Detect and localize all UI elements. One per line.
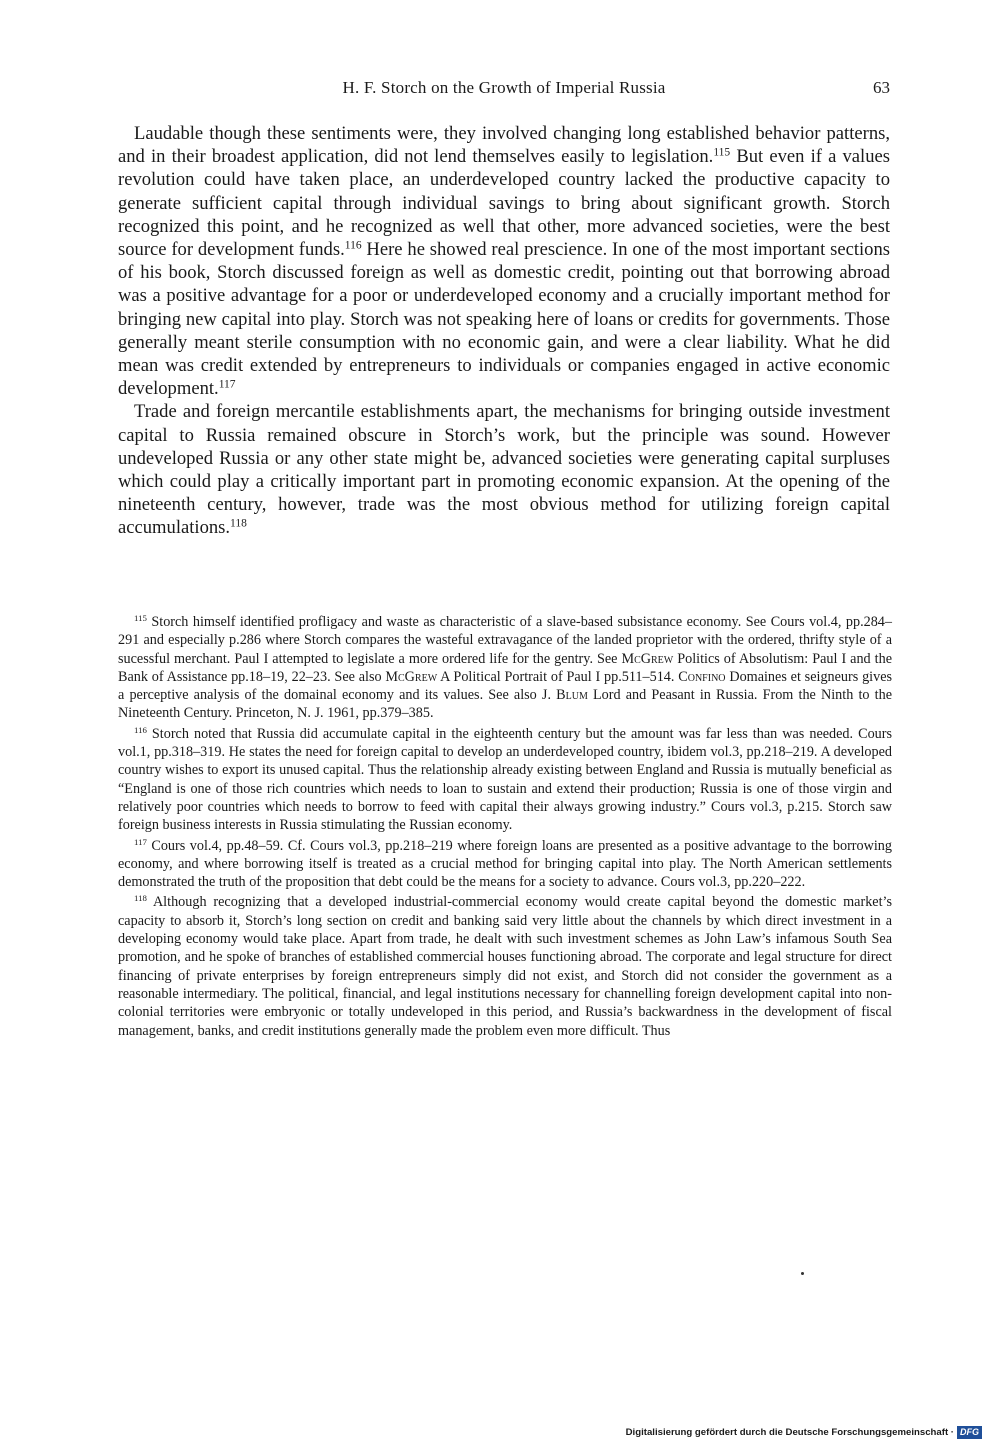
running-title: H. F. Storch on the Growth of Imperial Russia — [342, 78, 666, 97]
page-number: 63 — [873, 78, 890, 97]
footnote-reference: 115 — [713, 146, 731, 159]
paragraph-text: But even if a values revolution could have taken place, an underdeveloped country lacked the productive capacity to generate sufficient capital through individual savings to bring about significant growth. Storch recognized this point, and he recognized as well that other, more advanced societies, were the best source for development funds. — [118, 146, 890, 261]
dfg-logo: DFG — [957, 1426, 982, 1439]
footnote-reference: 116 — [344, 239, 362, 252]
credit-text: Digitalisierung gefördert durch die Deutsche Forschungsgemeinschaft · — [625, 1426, 954, 1438]
footnote-115 — [118, 613, 892, 723]
footnote-118 — [118, 893, 892, 1039]
paragraph-text: Trade and foreign mercantile establishments apart, the mechanisms for bringing outside investment capital to Russia remained obscure in Storch’s work, but the principle was sound. However undeveloped Russia or any other state might be, advanced societies were generating capital surpluses which could play a critically important part in promoting economic expansion. At the opening of the nineteenth century, however, trade was the most obvious method for utilizing foreign capital accumulations. — [118, 401, 890, 539]
footnote-text: Cours vol.4, pp.48–59. Cf. Cours vol.3, pp.218–219 where foreign loans are presented as a positive advantage to the borrowing economy, and where borrowing itself is treated as a crucial method for bringing capital into play. The North American settlements demonstrated the truth of the proposition that debt could be the means for a society to advance. Cours vol.3, pp.220–222. — [118, 837, 892, 891]
paragraph-text: Here he showed real prescience. In one of the most important sections of his book, Storch discussed foreign as well as domestic credit, pointing out that borrowing abroad was a positive advantage for a poor or underdeveloped economy and a crucially important method for bringing new capital into play. Storch was not speaking here of loans or credits for governments. Those generally meant sterile consumption with no economic gain, and were a clear liability. What he did mean was credit extended by entrepreneurs to individuals or companies engaged in active economic development. — [118, 239, 890, 400]
footnote-number: 117 — [134, 836, 147, 847]
author-name: Confino — [678, 668, 726, 685]
footnote-116 — [118, 725, 892, 835]
paragraph — [118, 400, 890, 539]
footnote-number: 115 — [134, 613, 147, 624]
author-name: Blum — [556, 687, 588, 704]
footnote-number: 116 — [134, 724, 147, 735]
footnote-text: Lord and Peasant in Russia. From the Ninth to the Nineteenth Century. Princeton, N. J. 1961, pp.379–385. — [118, 687, 892, 722]
footnote-reference: 118 — [230, 518, 247, 531]
author-name: McGrew — [385, 668, 438, 685]
footnote-text: Politics of Absolutism: Paul I and the Bank of Assistance pp.18–19, 22–23. See also — [118, 650, 892, 685]
author-name: McGrew — [621, 650, 674, 667]
footnote-text: Storch himself identified profligacy and waste as characteristic of a slave-based subsistance economy. See Cours vol.4, pp.284–291 and especially p.286 where Storch compares the wasteful extravagance of the landed proprietor with the ordered, thrifty style of a sucessful merchant. Paul I attempted to legislate a more ordered life for the gentry. See — [118, 614, 892, 667]
footnote-text: Storch noted that Russia did accumulate capital in the eighteenth century but the amount was far less than was needed. Cours vol.1, pp.318–319. He states the need for foreign capital to develop an underdeveloped country, ibidem vol.3, pp.218–219. A developed country wishes to export its unused capital. Thus the relationship already existing between England and Russia is mutually beneficial as “England is one of those rich countries which needs to loan to sustain and extend their production; Russia is one of those virgin and relatively poor countries which needs to borrow to feed with capital their always growing industry.” Cours vol.3, p.215. Storch saw foreign business interests in Russia stimulating the Russian economy. — [118, 725, 892, 834]
footnote-117 — [118, 837, 892, 892]
footnote-text: A Political Portrait of Paul I pp.511–514. — [437, 668, 679, 685]
main-text — [118, 122, 890, 540]
digitization-credit — [626, 1425, 982, 1439]
scan-speck — [801, 1272, 804, 1275]
paragraph-text: Laudable though these sentiments were, they involved changing long established behavior patterns, and in their broadest application, did not lend themselves easily to legislation. — [118, 123, 890, 168]
footnote-text: Although recognizing that a developed industrial-commercial economy would create capital beyond the domestic market’s capacity to absorb it, Storch’s long section on credit and banking said very little about the channels by which direct investment in a developing economy would take place. Apart from trade, he dealt with such investment schemes as John Law’s infamous South Sea promotion, and he spoke of branches of established commercial houses functioning abroad. The corporate and legal structure for direct financing of private enterprises by foreign entrepreneurs simply did not exist, and Storch did not consider the government as a reasonable intermediary. The political, financial, and legal institutions necessary for channelling foreign development capital into non-colonial territories were embryonic or totally undeveloped in this period, and Russia’s backwardness in the development of fiscal management, banks, and credit institutions generally made the problem even more difficult. Thus — [118, 894, 892, 1039]
footnote-number: 118 — [134, 893, 147, 904]
footnote-reference: 117 — [218, 378, 236, 391]
paragraph — [118, 122, 890, 400]
page-header — [118, 78, 890, 104]
footnote-text: Domaines et seigneurs gives a perceptive analysis of the domainal economy and its values. See also J. — [118, 668, 893, 704]
footnotes — [118, 613, 892, 1042]
